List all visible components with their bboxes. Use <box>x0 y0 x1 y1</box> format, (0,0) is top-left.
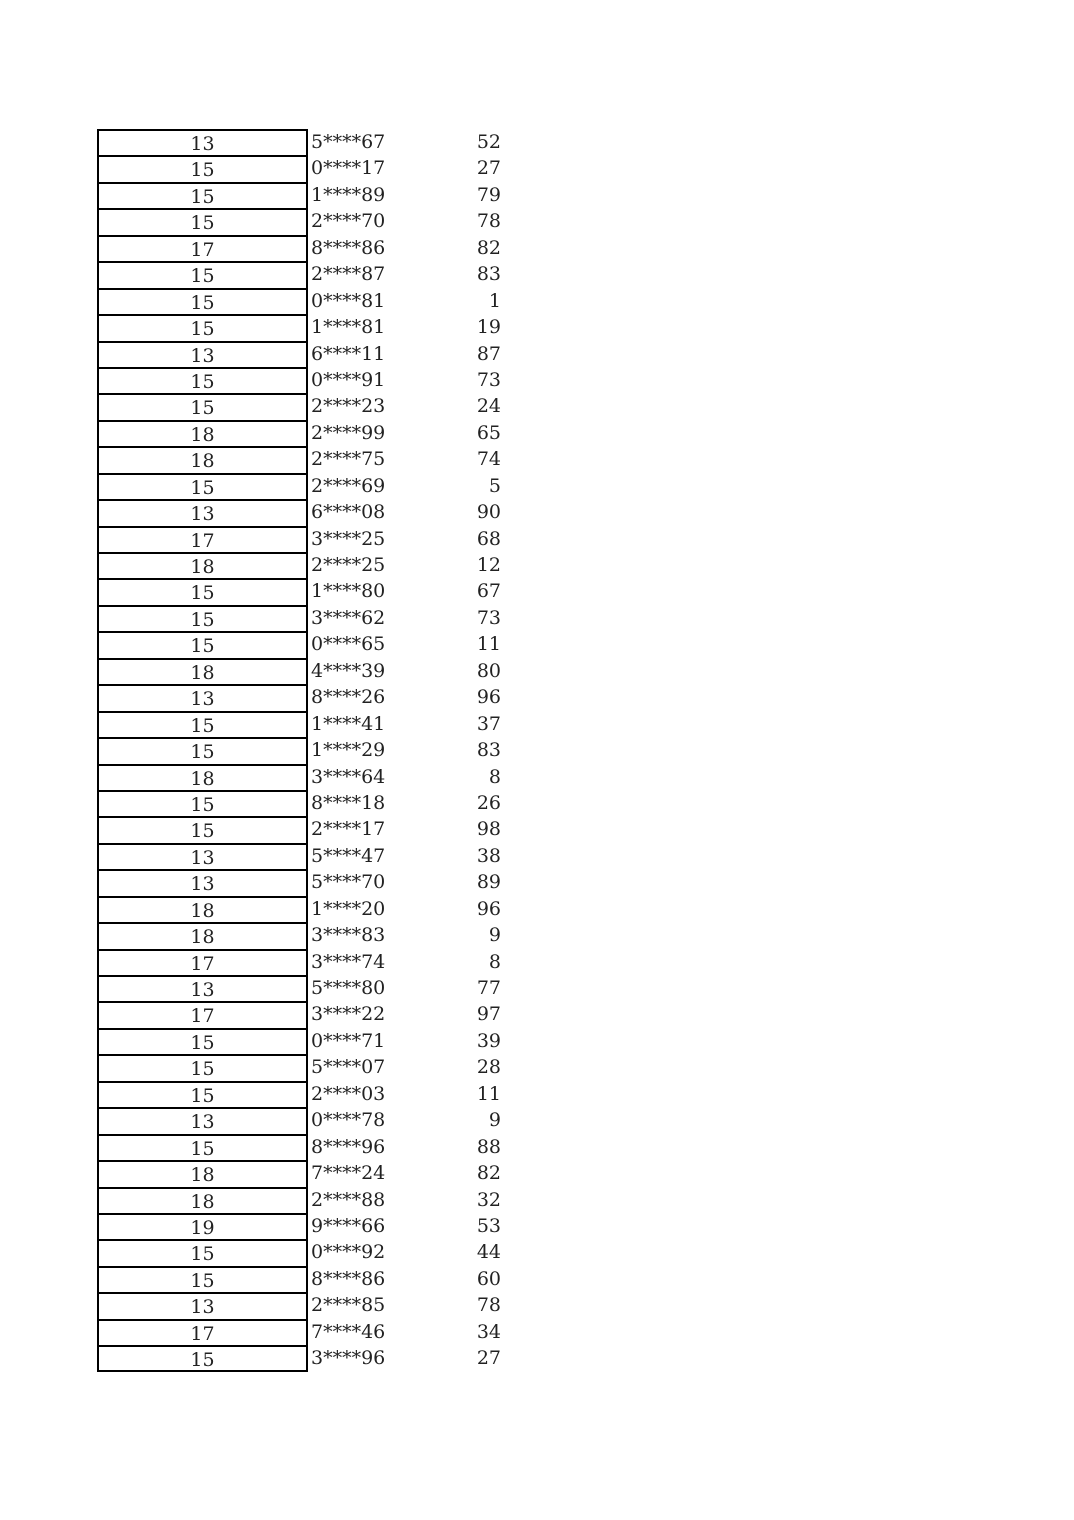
table-row <box>97 922 501 948</box>
masked-code-cell[interactable]: 8****26 <box>311 686 386 709</box>
table-row <box>97 1134 501 1160</box>
prefix-cell[interactable]: 18 <box>97 552 308 578</box>
masked-code-cell[interactable]: 0****78 <box>311 1109 386 1132</box>
table-row <box>97 711 501 737</box>
masked-code-cell[interactable]: 6****11 <box>311 342 386 365</box>
table-row <box>97 605 501 631</box>
table-row <box>97 1266 501 1292</box>
prefix-cell[interactable]: 15 <box>97 367 308 393</box>
table-row <box>97 1187 501 1213</box>
prefix-cell[interactable]: 15 <box>97 288 308 314</box>
table-row <box>97 261 501 287</box>
masked-code-cell[interactable]: 8****18 <box>311 791 386 814</box>
table-row <box>97 1001 501 1027</box>
masked-code-cell[interactable]: 0****17 <box>311 157 386 180</box>
value-cell[interactable]: 89 <box>476 871 501 894</box>
value-cell[interactable]: 74 <box>476 448 501 471</box>
value-cell[interactable]: 8 <box>488 950 501 973</box>
table-row <box>97 975 501 1001</box>
table-row <box>97 314 501 340</box>
prefix-cell[interactable]: 18 <box>97 1160 308 1186</box>
table-row <box>97 1213 501 1239</box>
value-cell[interactable]: 8 <box>488 765 501 788</box>
table-row <box>97 764 501 790</box>
masked-code-cell[interactable]: 9****66 <box>311 1214 386 1237</box>
prefix-cell[interactable]: 15 <box>97 155 308 181</box>
masked-code-cell[interactable]: 2****75 <box>311 448 386 471</box>
prefix-cell[interactable]: 18 <box>97 1187 308 1213</box>
masked-code-cell[interactable]: 2****03 <box>311 1082 386 1105</box>
table-row <box>97 499 501 525</box>
value-cell[interactable]: 34 <box>476 1320 501 1343</box>
value-cell[interactable]: 73 <box>476 368 501 391</box>
masked-code-cell[interactable]: 1****81 <box>311 316 386 339</box>
masked-code-cell[interactable]: 1****89 <box>311 183 386 206</box>
prefix-cell[interactable]: 18 <box>97 420 308 446</box>
table-row <box>97 737 501 763</box>
table-row <box>97 288 501 314</box>
masked-code-cell[interactable]: 1****80 <box>311 580 386 603</box>
prefix-cell[interactable]: 17 <box>97 526 308 552</box>
table-row <box>97 684 501 710</box>
value-cell[interactable]: 68 <box>476 527 501 550</box>
value-cell[interactable]: 53 <box>476 1214 501 1237</box>
prefix-cell[interactable]: 15 <box>97 631 308 657</box>
masked-code-cell[interactable]: 2****25 <box>311 554 386 576</box>
masked-code-cell[interactable]: 8****96 <box>311 1135 386 1158</box>
value-cell[interactable]: 96 <box>476 686 501 709</box>
table-row <box>97 182 501 208</box>
value-cell[interactable]: 44 <box>476 1241 501 1264</box>
table-row <box>97 393 501 419</box>
table-row <box>97 1345 501 1371</box>
masked-code-cell[interactable]: 6****08 <box>311 501 386 524</box>
table-row <box>97 341 501 367</box>
prefix-cell[interactable]: 15 <box>97 314 308 340</box>
prefix-cell[interactable]: 13 <box>97 129 308 155</box>
masked-code-cell[interactable]: 5****80 <box>311 977 386 999</box>
masked-code-cell[interactable]: 2****87 <box>311 263 386 286</box>
table-row <box>97 1107 501 1133</box>
value-cell[interactable]: 80 <box>476 659 501 682</box>
value-cell[interactable]: 83 <box>476 739 501 762</box>
table-row <box>97 578 501 604</box>
prefix-cell[interactable]: 15 <box>97 1081 308 1107</box>
prefix-cell[interactable]: 15 <box>97 790 308 816</box>
prefix-cell[interactable]: 15 <box>97 816 308 842</box>
table-row <box>97 658 501 684</box>
value-cell[interactable]: 9 <box>488 1109 501 1132</box>
table-row <box>97 552 501 578</box>
table-row <box>97 1081 501 1107</box>
table-row <box>97 129 501 155</box>
prefix-cell[interactable]: 13 <box>97 975 308 1001</box>
value-cell[interactable]: 37 <box>476 712 501 735</box>
masked-code-cell[interactable]: 3****62 <box>311 606 386 629</box>
prefix-cell[interactable]: 18 <box>97 922 308 948</box>
value-cell[interactable]: 19 <box>476 316 501 339</box>
masked-code-cell[interactable]: 0****92 <box>311 1241 386 1264</box>
masked-code-cell[interactable]: 3****64 <box>311 765 386 788</box>
masked-code-cell[interactable]: 2****23 <box>311 395 386 418</box>
prefix-cell[interactable]: 15 <box>97 1239 308 1265</box>
prefix-cell[interactable]: 15 <box>97 1028 308 1054</box>
prefix-cell[interactable]: 15 <box>97 711 308 737</box>
masked-code-cell[interactable]: 2****88 <box>311 1188 386 1211</box>
prefix-cell[interactable]: 15 <box>97 473 308 499</box>
prefix-cell[interactable]: 13 <box>97 499 308 525</box>
prefix-cell[interactable]: 13 <box>97 843 308 869</box>
table-row <box>97 367 501 393</box>
value-cell[interactable]: 87 <box>476 342 501 365</box>
prefix-cell[interactable]: 15 <box>97 1134 308 1160</box>
value-cell[interactable]: 9 <box>488 924 501 947</box>
table-row <box>97 473 501 499</box>
prefix-cell[interactable]: 15 <box>97 578 308 604</box>
value-cell[interactable]: 52 <box>476 131 501 153</box>
masked-code-cell[interactable]: 2****69 <box>311 474 386 497</box>
value-cell[interactable]: 65 <box>476 421 501 444</box>
prefix-cell[interactable]: 15 <box>97 261 308 287</box>
table-row <box>97 1160 501 1186</box>
masked-code-cell[interactable]: 0****91 <box>311 368 386 391</box>
value-cell[interactable]: 5 <box>488 474 501 497</box>
masked-code-cell[interactable]: 8****86 <box>311 1267 386 1290</box>
table-row <box>97 235 501 261</box>
prefix-cell[interactable]: 15 <box>97 605 308 631</box>
value-cell[interactable]: 1 <box>488 289 501 312</box>
value-cell[interactable]: 96 <box>476 897 501 920</box>
value-cell[interactable]: 79 <box>476 183 501 206</box>
prefix-cell[interactable]: 15 <box>97 208 308 234</box>
value-cell[interactable]: 24 <box>476 395 501 418</box>
value-cell[interactable]: 83 <box>476 263 501 286</box>
masked-code-cell[interactable]: 1****29 <box>311 739 386 762</box>
masked-code-cell[interactable]: 7****24 <box>311 1162 386 1185</box>
prefix-cell[interactable]: 17 <box>97 235 308 261</box>
value-cell[interactable]: 97 <box>476 1003 501 1026</box>
table-row <box>97 526 501 552</box>
value-cell[interactable]: 12 <box>476 554 501 576</box>
masked-code-cell[interactable]: 1****41 <box>311 712 386 735</box>
masked-code-cell[interactable]: 2****70 <box>311 210 386 233</box>
value-cell[interactable]: 11 <box>476 633 501 656</box>
table-row <box>97 1028 501 1054</box>
value-cell[interactable]: 27 <box>476 157 501 180</box>
prefix-cell[interactable]: 13 <box>97 869 308 895</box>
prefix-cell[interactable]: 15 <box>97 1266 308 1292</box>
value-cell[interactable]: 82 <box>476 1162 501 1185</box>
prefix-cell[interactable]: 13 <box>97 341 308 367</box>
prefix-cell[interactable]: 18 <box>97 658 308 684</box>
value-cell[interactable]: 90 <box>476 501 501 524</box>
spreadsheet-table <box>97 129 501 1372</box>
table-row <box>97 1239 501 1265</box>
value-cell[interactable]: 32 <box>476 1188 501 1211</box>
prefix-cell[interactable]: 18 <box>97 896 308 922</box>
table-row <box>97 896 501 922</box>
prefix-cell[interactable]: 17 <box>97 1001 308 1027</box>
value-cell[interactable]: 78 <box>476 1294 501 1317</box>
masked-code-cell[interactable]: 1****20 <box>311 897 386 920</box>
masked-code-cell[interactable]: 5****07 <box>311 1056 386 1079</box>
prefix-cell[interactable]: 15 <box>97 1054 308 1080</box>
value-cell[interactable]: 73 <box>476 606 501 629</box>
prefix-cell[interactable]: 17 <box>97 1319 308 1345</box>
value-cell[interactable]: 67 <box>476 580 501 603</box>
masked-code-cell[interactable]: 2****85 <box>311 1294 386 1317</box>
prefix-cell[interactable]: 18 <box>97 446 308 472</box>
value-cell[interactable]: 27 <box>476 1347 501 1370</box>
table-row <box>97 949 501 975</box>
table-row <box>97 208 501 234</box>
prefix-cell[interactable]: 18 <box>97 764 308 790</box>
masked-code-cell[interactable]: 3****96 <box>311 1347 386 1370</box>
value-cell[interactable]: 88 <box>476 1135 501 1158</box>
value-cell[interactable]: 78 <box>476 210 501 233</box>
masked-code-cell[interactable]: 3****22 <box>311 1003 386 1026</box>
masked-code-cell[interactable]: 4****39 <box>311 659 386 682</box>
value-cell[interactable]: 26 <box>476 791 501 814</box>
value-cell[interactable]: 38 <box>476 844 501 867</box>
table-row <box>97 843 501 869</box>
value-cell[interactable]: 77 <box>476 977 501 999</box>
value-cell[interactable]: 98 <box>476 818 501 841</box>
masked-code-cell[interactable]: 0****71 <box>311 1029 386 1052</box>
prefix-cell[interactable]: 15 <box>97 393 308 419</box>
prefix-cell[interactable]: 15 <box>97 182 308 208</box>
masked-code-cell[interactable]: 3****83 <box>311 924 386 947</box>
table-row <box>97 1292 501 1318</box>
value-cell[interactable]: 39 <box>476 1029 501 1052</box>
masked-code-cell[interactable]: 3****74 <box>311 950 386 973</box>
masked-code-cell[interactable]: 5****47 <box>311 844 386 867</box>
masked-code-cell[interactable]: 7****46 <box>311 1320 386 1343</box>
masked-code-cell[interactable]: 2****99 <box>311 421 386 444</box>
masked-code-cell[interactable]: 2****17 <box>311 818 386 841</box>
value-cell[interactable]: 11 <box>476 1082 501 1105</box>
prefix-cell[interactable]: 13 <box>97 684 308 710</box>
value-cell[interactable]: 28 <box>476 1056 501 1079</box>
masked-code-cell[interactable]: 8****86 <box>311 236 386 259</box>
table-row <box>97 869 501 895</box>
table-row <box>97 816 501 842</box>
prefix-cell[interactable]: 13 <box>97 1292 308 1318</box>
value-cell[interactable]: 82 <box>476 236 501 259</box>
table-row <box>97 446 501 472</box>
table-row <box>97 631 501 657</box>
value-cell[interactable]: 60 <box>476 1267 501 1290</box>
prefix-cell[interactable]: 17 <box>97 949 308 975</box>
table-row <box>97 420 501 446</box>
prefix-cell[interactable]: 19 <box>97 1213 308 1239</box>
prefix-cell[interactable]: 15 <box>97 1345 308 1371</box>
masked-code-cell[interactable]: 3****25 <box>311 527 386 550</box>
prefix-cell[interactable]: 15 <box>97 737 308 763</box>
table-row <box>97 790 501 816</box>
prefix-cell[interactable]: 13 <box>97 1107 308 1133</box>
masked-code-cell[interactable]: 0****81 <box>311 289 386 312</box>
table-row <box>97 1054 501 1080</box>
masked-code-cell[interactable]: 5****70 <box>311 871 386 894</box>
masked-code-cell[interactable]: 0****65 <box>311 633 386 656</box>
table-row <box>97 155 501 181</box>
table-row <box>97 1319 501 1345</box>
masked-code-cell[interactable]: 5****67 <box>311 131 386 153</box>
